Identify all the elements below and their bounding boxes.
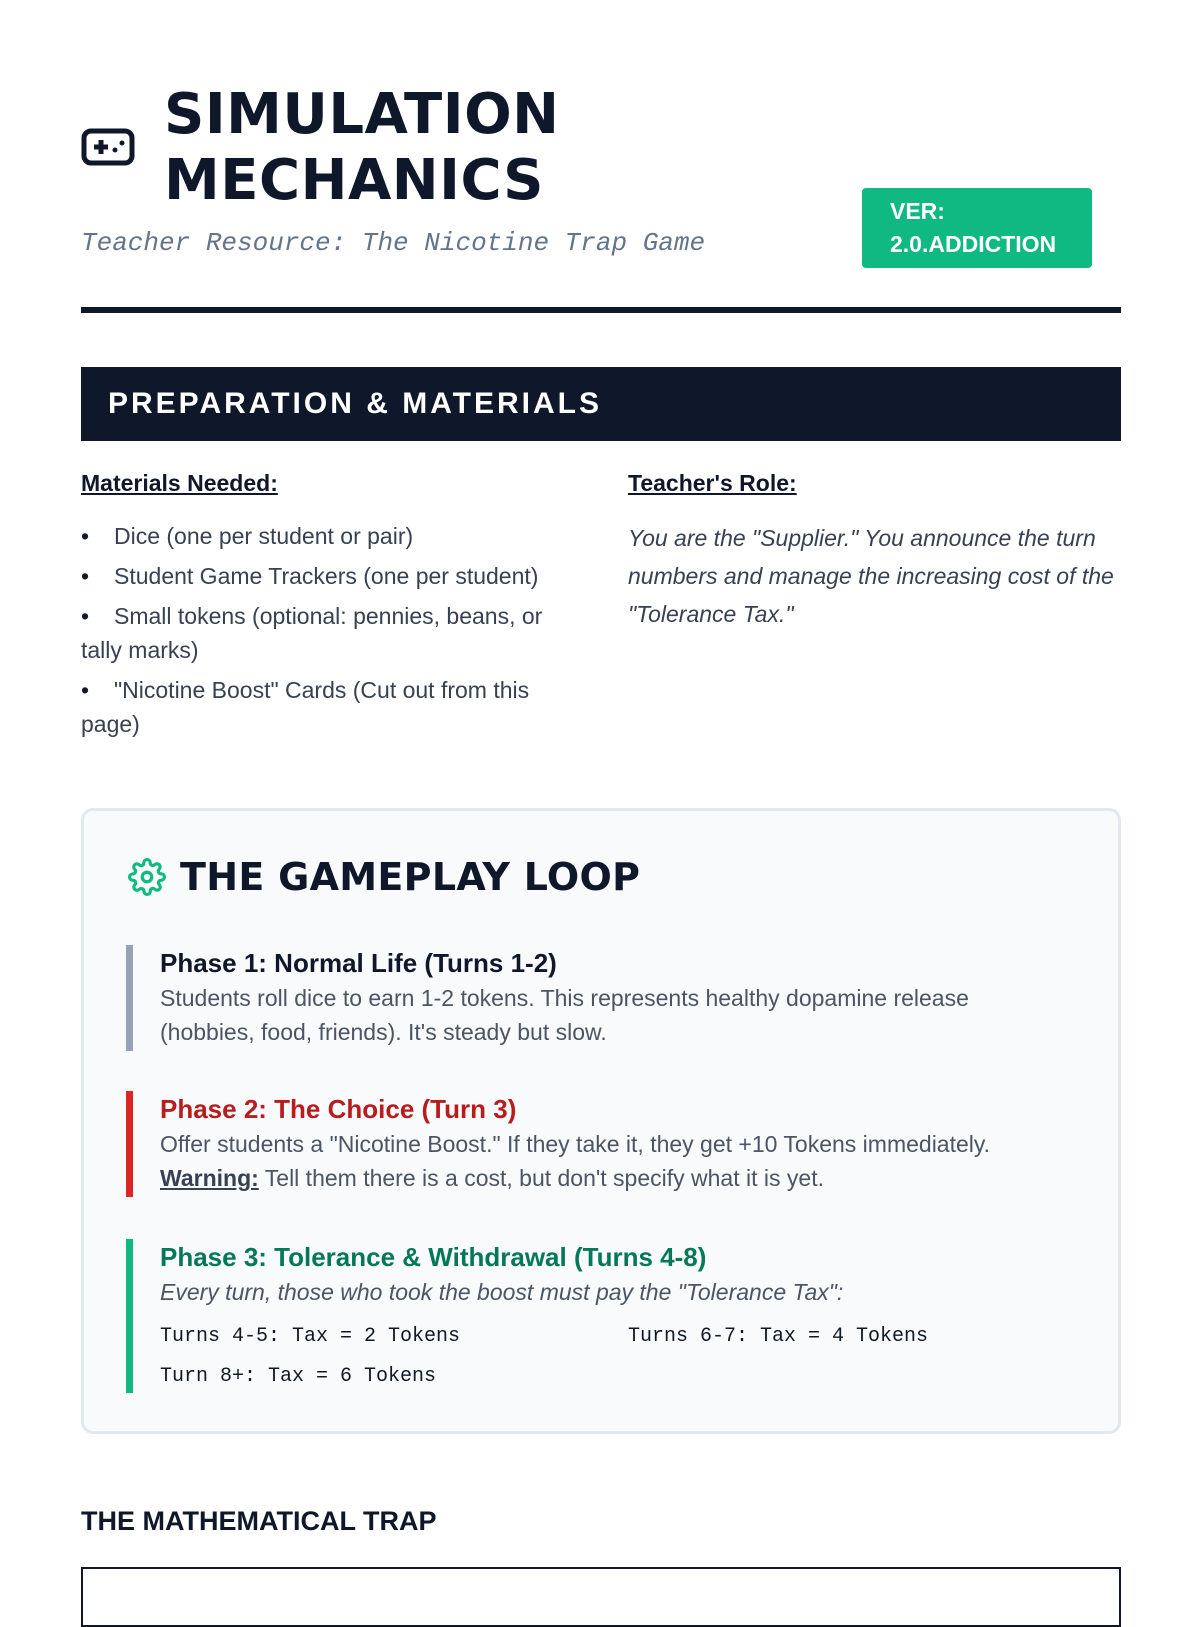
gameplay-title-row [128, 855, 640, 899]
document-page [81, 0, 1121, 1536]
tax-item: Turns 4-5: Tax = 2 Tokens [160, 1325, 461, 1348]
phase-1-title: Phase 1: Normal Life (Turns 1-2) [160, 948, 557, 978]
list-item: • "Nicotine Boost" Cards (Cut out from this page) [81, 673, 581, 741]
title-line-1: SIMULATION [164, 82, 560, 147]
phase-2-text [160, 1127, 1056, 1195]
tax-item: Turn 8+: Tax = 6 Tokens [160, 1365, 437, 1388]
teacher-role-column [628, 470, 1121, 633]
list-item: • Small tokens (optional: pennies, beans, or tally marks) [81, 599, 581, 667]
phase-2-title: Phase 2: The Choice (Turn 3) [160, 1094, 517, 1124]
gear-icon [128, 858, 166, 896]
warning-label: Warning: [160, 1165, 259, 1191]
phase-3-text: Every turn, those who took the boost must pay the "Tolerance Tax": [160, 1279, 844, 1305]
tax-item: Turns 6-7: Tax = 4 Tokens [628, 1325, 929, 1348]
phase-1-text: Students roll dice to earn 1-2 tokens. This represents healthy dopamine release (hobbies, food, friends). It's steady but slow. [160, 985, 969, 1045]
role-text: You are the "Supplier." You announce the turn numbers and manage the increasing cost of the "Tolerance Tax." [628, 525, 1114, 627]
gameplay-loop-card [81, 808, 1121, 1434]
role-heading: Teacher's Role: [628, 470, 797, 496]
header-divider [81, 307, 1121, 313]
phase-2-offer: Offer students a "Nicotine Boost." If they take it, they get +10 Tokens immediately. [160, 1131, 991, 1157]
header [81, 0, 1121, 314]
section-title-preparation: PREPARATION & MATERIALS [81, 367, 1121, 441]
list-item: • Dice (one per student or pair) [81, 519, 581, 553]
warning-text: Tell them there is a cost, but don't specify what it is yet. [258, 1165, 824, 1191]
gameplay-title: THE GAMEPLAY LOOP [180, 855, 641, 899]
gamepad-icon [81, 128, 135, 166]
materials-list [81, 519, 581, 741]
version-value: 2.0.ADDICTION [890, 231, 1057, 257]
title-line-2: MECHANICS [164, 148, 544, 213]
page-title [164, 82, 560, 214]
list-item: • Student Game Trackers (one per student) [81, 559, 581, 593]
materials-column [81, 470, 581, 747]
phase-2 [126, 1091, 1056, 1197]
phase-1 [126, 945, 1056, 1051]
phase-3 [126, 1239, 1056, 1393]
version-badge [862, 188, 1092, 268]
phase-3-title: Phase 3: Tolerance & Withdrawal (Turns 4-8) [160, 1242, 707, 1272]
materials-heading: Materials Needed: [81, 470, 278, 496]
math-trap-heading: THE MATHEMATICAL TRAP [81, 1506, 437, 1536]
version-label: VER: [890, 198, 945, 224]
math-trap-box [81, 1567, 1121, 1627]
tax-schedule [160, 1317, 1056, 1397]
page-subtitle: Teacher Resource: The Nicotine Trap Game [81, 228, 706, 258]
